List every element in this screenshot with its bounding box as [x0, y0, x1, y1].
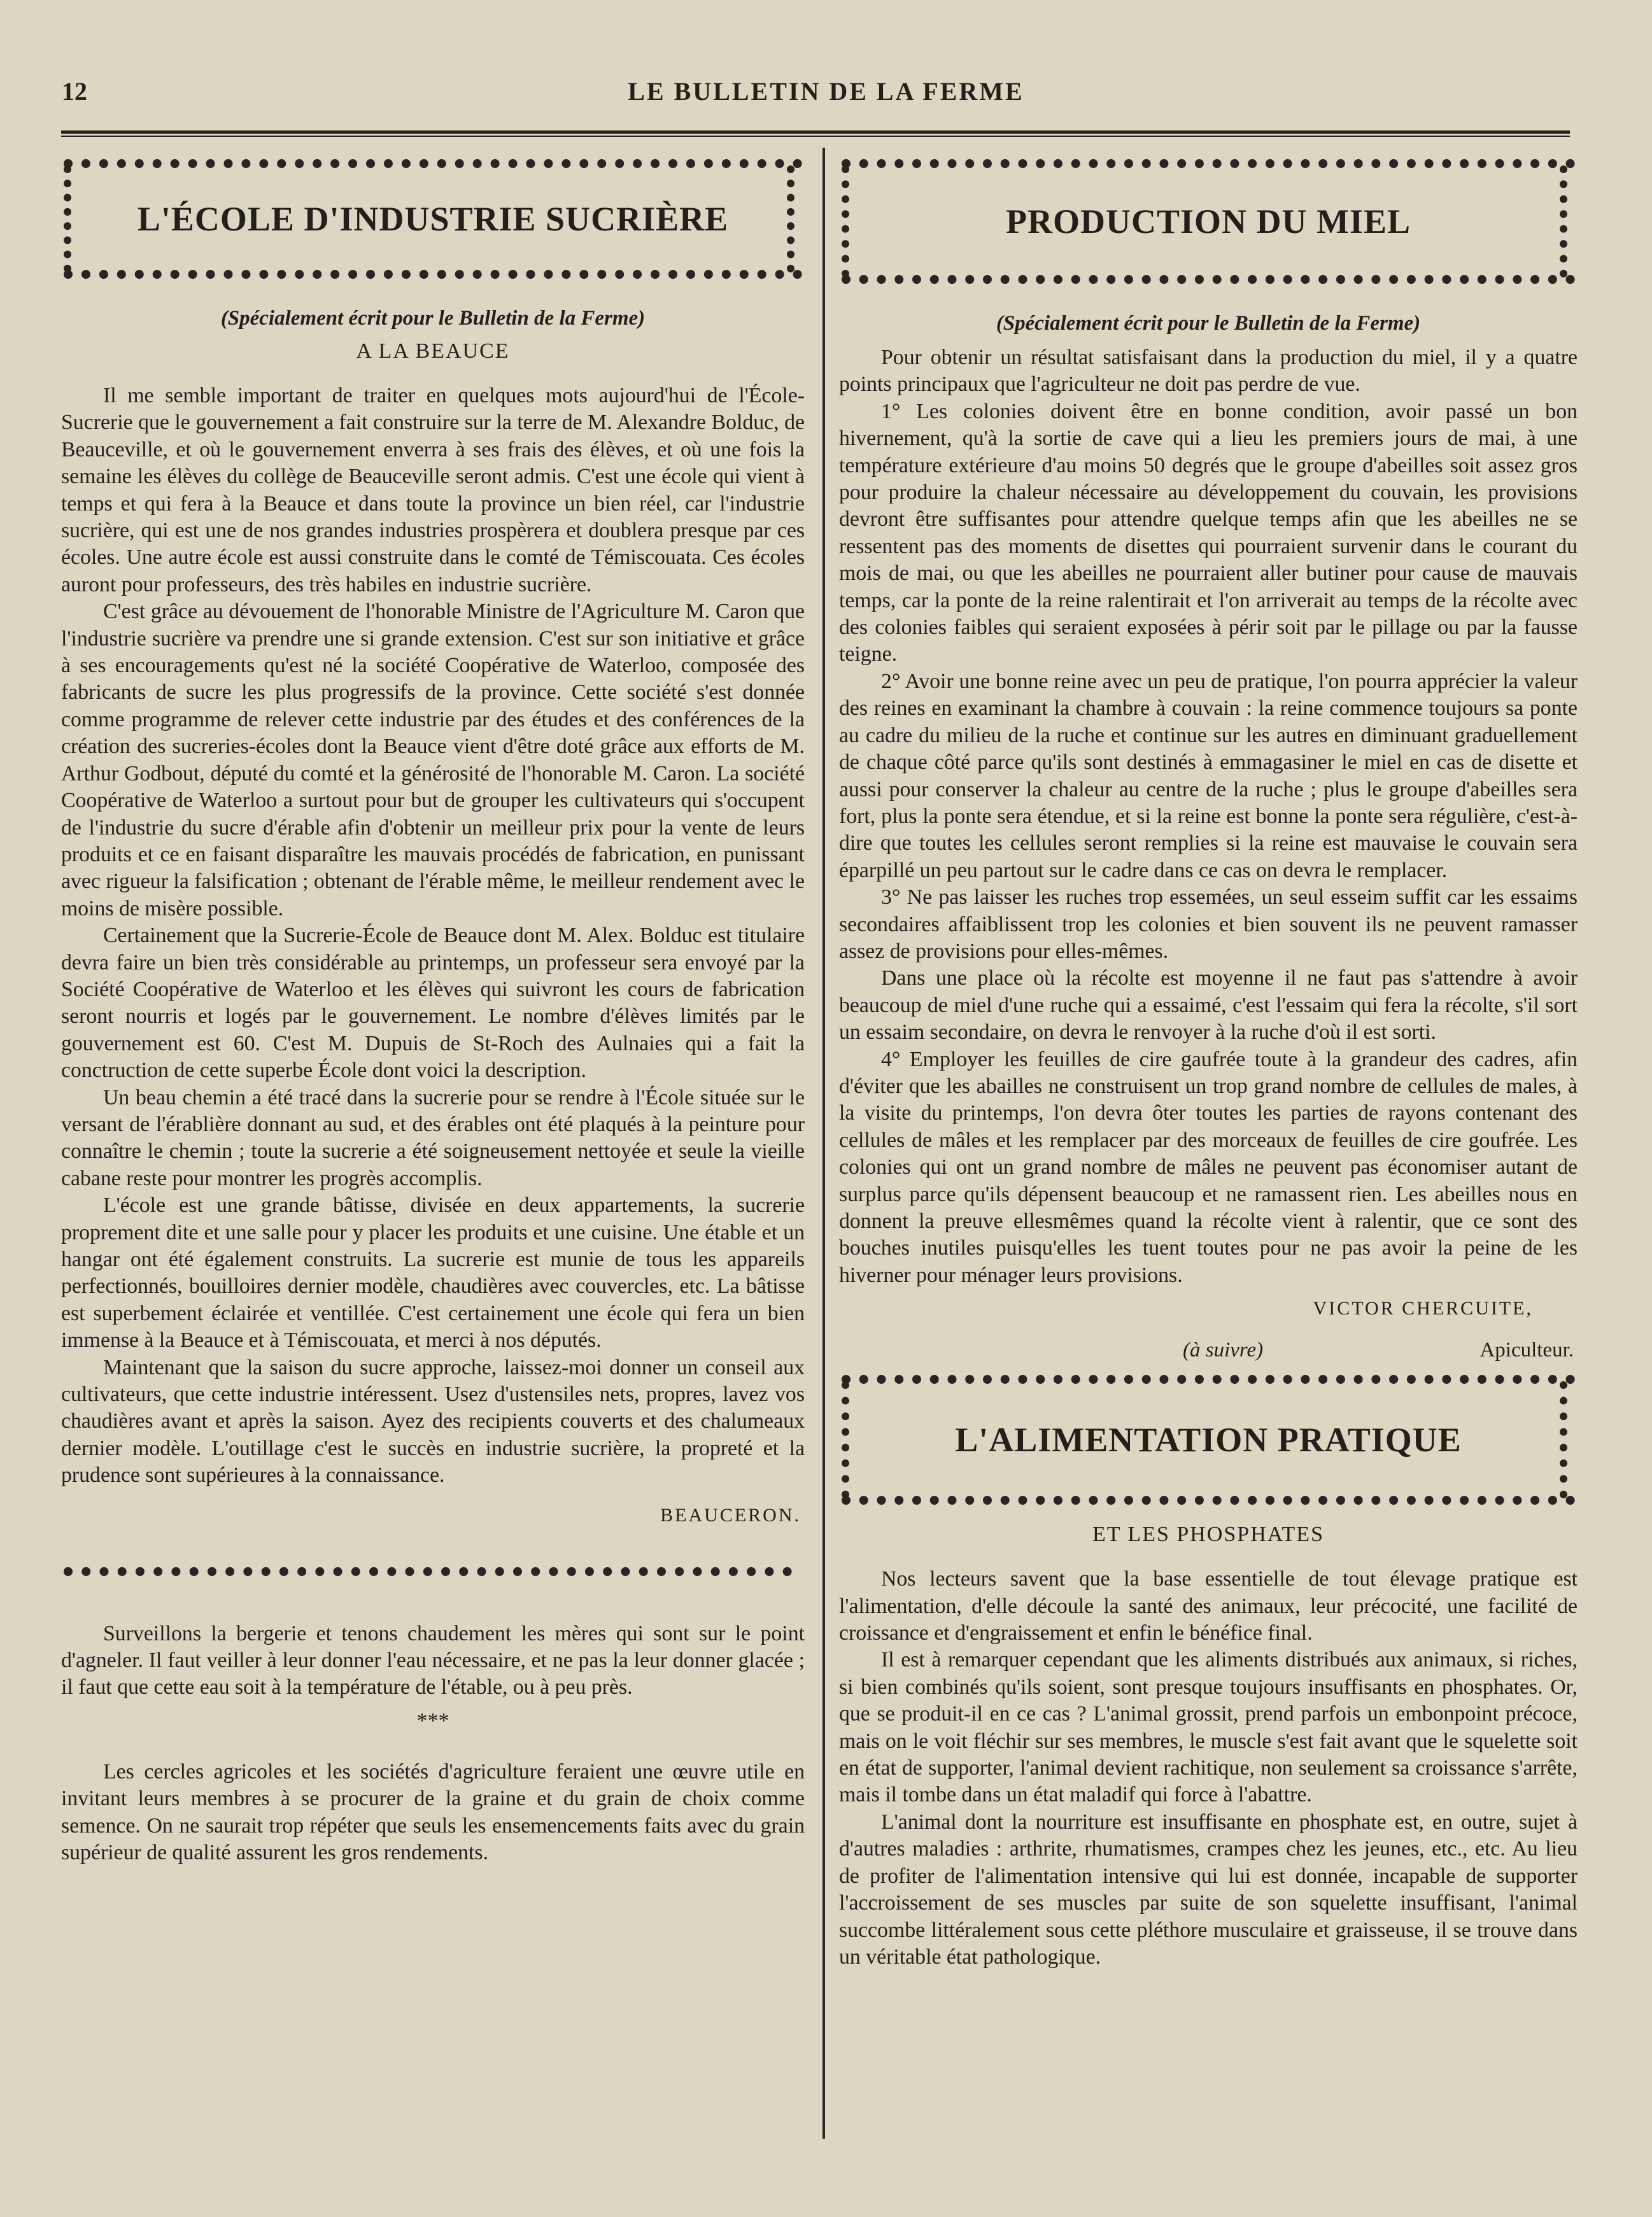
paragraph: Il est à remarquer cependant que les aliments distribués aux animaux, si riches, si bien combinés qu'ils soient, sont presque toujours insuffisants en phosphates. Or, que se produit-il en ce cas ? L'animal grossit, prend parfois un embonpoint précoce, mais on le voit fléchir sur ses membres, le muscle s'est fait avant que le squelette soit en état de supporter, l'animal devient rachitique, non seulement sa croissance s'arrête, mais il tombe dans un état maladif qui force à l'abattre.: [839, 1648, 1578, 1807]
right-column: [839, 159, 1578, 1971]
paragraph: 3° Ne pas laisser les ruches trop essemées, un seul esseim suffit car les essaims secondaires affaiblissent trop les colonies et bien souvent ils ne peuvent ramasser assez de provisions pour elles-mêmes.: [839, 885, 1578, 963]
byline: (Spécialement écrit pour le Bulletin de la Ferme): [996, 312, 1421, 335]
column-divider: [822, 148, 825, 2139]
author-role: Apiculteur.: [1479, 1339, 1574, 1362]
paragraph: Certainement que la Sucrerie-École de Beauce dont M. Alex. Bolduc est titulaire devra faire un bien très considérable au printemps, un professeur sera envoyé par la Société Coopérative de Waterloo et les élèves qui suivront les cours de fabrication seront nourris et logés par le gouvernement. Le nombre d'élèves limités par le gouvernement est 60. C'est M. Dupuis de St-Roch des Aulnaies qui a fait la conctruction de cette superbe École dont voici la description.: [61, 924, 805, 1083]
byline: (Spécialement écrit pour le Bulletin de la Ferme): [220, 307, 646, 330]
subheading: A LA BEAUCE: [356, 339, 510, 363]
paragraph: L'animal dont la nourriture est insuffisante en phosphate est, en outre, sujet à d'autres maladies : arthrite, rhumatismes, crampes chez les jeunes, etc., etc. Au lieu de profiter de l'alimentation intensive qui lui est donnée, incapable de supporter l'accroissement de ses muscles par suite de son squelette insuffisant, l'animal succombe littéralement sous cette pléthore musculaire et graisseuse, il se trouve dans un véritable état pathologique.: [839, 1810, 1578, 1969]
paragraph: 4° Employer les feuilles de cire gaufrée toute à la grandeur des cadres, afin d'éviter que les abailles ne construisent un trop grand nombre de cellules de males, à la visite du printemps, l'on devra ôter toutes les parties de rayons contenant des cellules de mâles et les remplacer par des morceaux de feuilles de cire goufrée. Les colonies qui ont un grand nombre de mâles ne peuvent pas économiser autant de surplus parce qu'ils dépensent beaucoup et ne ramassent rien. Les abeilles nous en donnent la preuve ellesmêmes quand la récolte vient à ralentir, que ce sont des bouches inutiles puisqu'elles les tuent toutes pour ne pas avoir la peine de les hiverner pour ménager leurs provisions.: [839, 1047, 1578, 1287]
author-name: VICTOR CHERCUITE,: [1313, 1298, 1533, 1320]
article-title: PRODUCTION DU MIEL: [1005, 202, 1411, 241]
article-title-box: [842, 1375, 1575, 1505]
asterism: ***: [416, 1708, 449, 1733]
paragraph: 1° Les colonies doivent être en bonne condition, avoir passé un bon hivernement, qu'à la sortie de cave qui a lieu les premiers jours de mai, à une température extérieure d'au moins 50 degrés que le groupe d'abeilles soit assez gros pour produire la chaleur nécessaire au développement du couvain, les provisions devront être suffisantes pour attendre quelque temps afin que les abeilles ne se ressentent pas des moments de disettes qui pourraient survenir dans le courant du mois de mai, ou que les abeilles ne pourraient aller butiner pour cause de mauvais temps, car la ponte de la reine ralentirait et l'on arriverait au temps de la récolte avec des colonies faibles qui seraient exposées à périr soit par le pillage ou par la fausse teigne.: [839, 399, 1578, 666]
article-title-box: [842, 159, 1575, 284]
paragraph: Dans une place où la récolte est moyenne il ne faut pas s'attendre à avoir beaucoup de miel d'une ruche qui a essaimé, c'est l'essaim qui fera la récolte, s'il sort un essaim secondaire, on devra le renvoyer à la ruche d'où il est sorti.: [839, 966, 1578, 1045]
article-title: L'ALIMENTATION PRATIQUE: [955, 1421, 1462, 1460]
signature-row: [839, 1339, 1574, 1362]
signature: BEAUCERON.: [660, 1504, 801, 1526]
paragraph: Les cercles agricoles et les sociétés d'agriculture feraient une œuvre utile en invitant leurs membres à se procurer de la graine et du grain de choix comme semence. On ne saurait trop répéter que seuls les ensemencements faits avec du grain supérieur de qualité assurent les gros rendements.: [61, 1759, 805, 1865]
page-number: 12: [62, 77, 87, 106]
paragraph: Il me semble important de traiter en quelques mots aujourd'hui de l'École-Sucrerie que le gouvernement a fait construire sur la terre de M. Alexandre Bolduc, de Beauceville, et où le gouvernement enverra à ses frais des élèves, et où une fois la semaine les élèves du collège de Beauceville seront admis. C'est une école qui vient à temps et qui fera à la Beauce et dans toute la province un bien réel, car l'industrie sucrière, qui est une de nos grandes industries prospèrera et doublera presque par ces écoles. Une autre école est aussi construite dans le comté de Témiscouata. Ces écoles auront pour professeurs, des très habiles en industrie sucrière.: [61, 384, 805, 596]
paragraph: Un beau chemin a été tracé dans la sucrerie pour se rendre à l'École située sur le versant de l'érablière donnant au sud, et des érables ont été plaqués à la peinture pour connaître le chemin ; toute la sucrerie a été soigneusement nettoyée et seule la vieille cabane reste pour montrer les progrès accomplis.: [61, 1085, 805, 1190]
subheading: ET LES PHOSPHATES: [1092, 1523, 1324, 1547]
paragraph: Pour obtenir un résultat satisfaisant dans la production du miel, il y a quatre points principaux que l'agriculteur ne doit pas perdre de vue.: [839, 346, 1578, 397]
article-title-box: [64, 159, 802, 279]
paragraph: L'école est une grande bâtisse, divisée en deux appartements, la sucrerie proprement dite et une salle pour y placer les produits et une cuisine. Une étable et un hangar ont été également construits. La sucrerie est munie de tous les appareils perfectionnés, bouilloires dernier modèle, chaudières avec couvercles, etc. La bâtisse est superbement éclairée et ventillée. C'est certainement une école qui fera un bien immense à la Beauce et à Témiscouata, et merci à nos députés.: [61, 1193, 805, 1353]
to-be-continued: (à suivre): [1183, 1339, 1264, 1362]
paragraph: 2° Avoir une bonne reine avec un peu de pratique, l'on pourra apprécier la valeur des reines en examinant la chambre à couvain : la reine commence toujours sa ponte au cadre du milieu de la ruche et continue sur les autres en diminuant graduellement de chaque côté parce qu'ils sont destinés à emmagasiner le miel en cas de disette et aussi pour conserver la chaleur au centre de la ruche ; plus le groupe d'abeilles sera fort, plus la ponte sera étendue, et si la reine est bonne la ponte sera régulière, c'est-à-dire que toutes les cellules seront remplies si la reine est mauvaise le couvain sera éparpillé un peu partout sur le cadre dans ce cas on devra le remplacer.: [839, 669, 1578, 882]
header-rule: [61, 130, 1570, 137]
running-title: LE BULLETIN DE LA FERME: [628, 77, 1024, 106]
left-column: [61, 159, 805, 1867]
paragraph: Nos lecteurs savent que la base essentielle de tout élevage pratique est l'alimentation, d'elle découle la santé des animaux, leur précocité, une facilité de croissance et d'engraissement et enfin le bénéfice final.: [839, 1567, 1578, 1645]
paragraph: Surveillons la bergerie et tenons chaudement les mères qui sont sur le point d'agneler. Il faut veiller à leur donner l'eau nécessaire, et ne pas la leur donner glacée ; il faut que cette eau soit à la température de l'étable, ou à peu près.: [61, 1621, 805, 1700]
paragraph: C'est grâce au dévouement de l'honorable Ministre de l'Agriculture M. Caron que l'industrie sucrière va prendre une si grande extension. C'est sur son initiative et grâce à ses encouragements qu'est né la société Coopérative de Waterloo, composée des fabricants de sucre les plus progressifs de la province. Cette société s'est donnée comme programme de relever cette industrie par des études et des conférences de la création des sucreries-écoles dont la Beauce vient d'être doté grâce aux efforts de M. Arthur Godbout, député du comté et la générosité de l'honorable M. Caron. La société Coopérative de Waterloo a surtout pour but de grouper les cultivateurs qui s'occupent de l'industrie du sucre d'érable afin d'obtenir un meilleur prix pour la vente de leurs produits et ce en faisant disparaître les mauvais procédés de fabrication, en punissant avec rigueur la falsification ; obtenant de l'érable même, le meilleur rendement avec le moins de misère possible.: [61, 600, 805, 920]
ornament-divider: [64, 1567, 792, 1576]
paragraph: Maintenant que la saison du sucre approche, laissez-moi donner un conseil aux cultivateurs, que cette industrie intéressent. Usez d'ustensiles nets, propres, lavez vos chaudières avant et après la saison. Ayez des recipients couverts et des chalumeaux dernier modèle. L'outillage c'est le succès en industrie sucrière, la propreté et la prudence sont supérieures à la connaissance.: [61, 1355, 805, 1488]
article-title: L'ÉCOLE D'INDUSTRIE SUCRIÈRE: [137, 200, 729, 238]
